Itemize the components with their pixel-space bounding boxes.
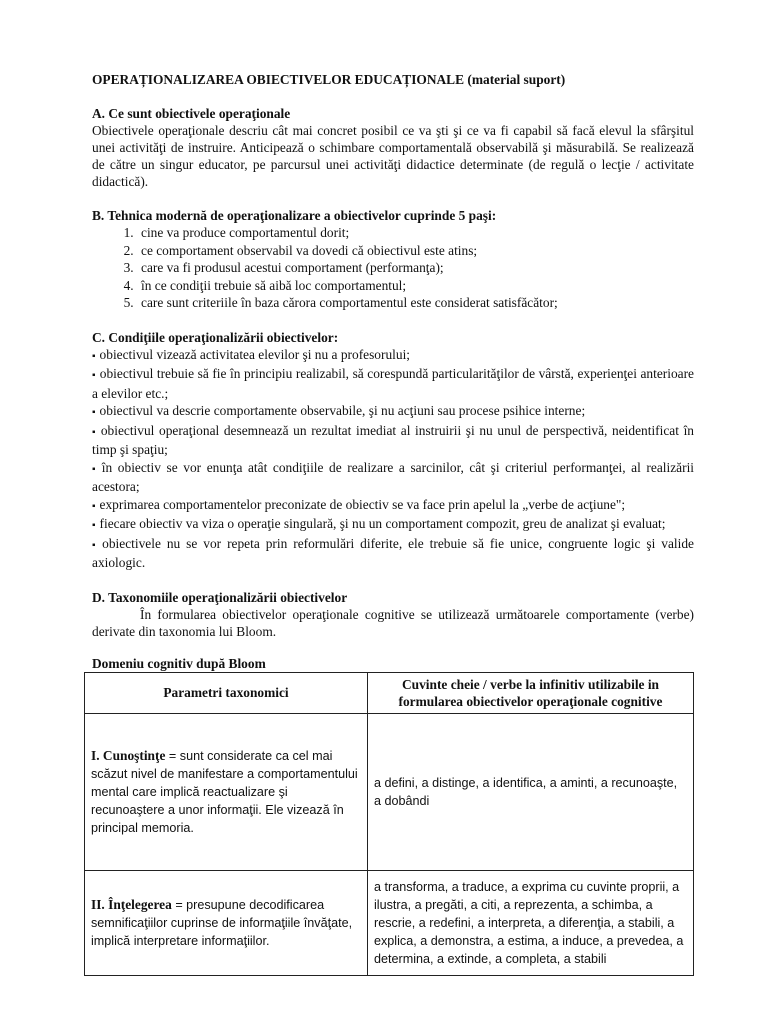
section-d-text: În formularea obiectivelor operaţionale cognitive se utilizează următoarele comportamente (verbe) derivate din taxonomia lui Bloom.	[92, 606, 694, 639]
document-page	[92, 71, 694, 976]
list-item: ▪ obiectivul vizează activitatea elevilor şi nu a profesorului;	[92, 346, 411, 362]
row-definition: = presupune decodificarea semnificaţiilor cuprinse de informaţiile învăţate, implică interpretare informaţiilor.	[91, 897, 353, 948]
row-term: II. Înţelegerea	[91, 896, 172, 912]
list-item: ▪ obiectivul operaţional desemnează un rezultat imediat al instruirii şi nu unul de perspectivă, neidentificat în timp şi spaţiu;	[92, 422, 694, 457]
bullet-icon: ▪	[92, 370, 96, 381]
list-item: 3. care va fi produsul acestui comportament (performanţa);	[137, 259, 694, 277]
steps-list	[92, 224, 694, 312]
bullet-icon: ▪	[92, 463, 98, 475]
conditions-list	[92, 346, 694, 572]
table-header-row	[85, 672, 694, 713]
list-item: ▪ obiectivul trebuie să fie în principiu realizabil, să corespundă particularităţilor de vârstă, experienţei anterioare a elevilor etc.;	[92, 366, 694, 401]
table-row	[85, 713, 694, 870]
bullet-icon: ▪	[92, 520, 96, 531]
table-cell: a defini, a distinge, a identifica, a aminti, a recunoaşte, a dobândi	[368, 713, 694, 870]
list-item: 5. care sunt criteriile în baza cărora comportamentul este considerat satisfăcător;	[137, 294, 694, 312]
list-item: 1. cine va produce comportamentul dorit;	[137, 224, 694, 242]
table-cell	[85, 713, 368, 870]
title-suffix: (material suport)	[467, 72, 566, 87]
table-header: Cuvinte cheie / verbe la infinitiv utilizabile in formularea obiectivelor operaţionale cognitive	[368, 672, 694, 713]
list-item: ▪ obiectivul va descrie comportamente observabile, şi nu acţiuni sau procese psihice interne;	[92, 403, 586, 418]
section-b	[92, 207, 694, 312]
bullet-icon: ▪	[92, 539, 99, 551]
section-a-heading: A. Ce sunt obiectivele operaţionale	[92, 106, 291, 121]
list-item: 4. în ce condiţii trebuie să aibă loc comportamentul;	[137, 277, 694, 295]
table-label: Domeniu cognitiv după Bloom	[92, 655, 266, 671]
section-c-heading: C. Condiţiile operaţionalizării obiectivelor:	[92, 329, 339, 345]
bullet-icon: ▪	[92, 426, 97, 438]
list-item: ▪ în obiectiv se vor enunţa atât condiţiile de realizare a sarcinilor, cât şi criteriul performanţei, al realizării acestora;	[92, 459, 695, 494]
list-item: 2. ce comportament observabil va dovedi că obiectivul este atins;	[137, 242, 694, 260]
section-c	[92, 329, 694, 572]
table-header: Parametri taxonomici	[85, 672, 368, 713]
list-item: ▪ fiecare obiectiv va viza o operaţie singulară, şi nu un comportament compozit, greu de analizat şi evaluat;	[92, 516, 666, 531]
section-d-heading: D. Taxonomiile operaţionalizării obiectivelor	[92, 589, 348, 605]
list-item: ▪ obiectivele nu se vor repeta prin reformulări diferite, ele trebuie să fie unice, congruente logic şi valide axiologic.	[92, 535, 695, 570]
bullet-icon: ▪	[92, 350, 96, 362]
bloom-table	[84, 672, 694, 976]
table-cell	[85, 870, 368, 975]
list-item: ▪ exprimarea comportamentelor preconizate de obiectiv se va face prin apelul la „verbe de acţiune";	[92, 496, 626, 512]
row-definition: = sunt considerate ca cel mai scăzut nivel de manifestare a comportamentului mental care implică reactualizare şi recunoaştere a unor informaţii. Ele vizează în principal memoria.	[91, 748, 358, 835]
document-title	[92, 71, 694, 88]
section-a-text: Obiectivele operaţionale descriu cât mai concret posibil ce va şti şi ce va fi capabil să facă elevul la sfârşitul unei activităţi de instruire. Anticipează o schimbare comportamentală observabilă şi măsurabilă. Se realizează de către un singur educator, pe parcursul unei activităţi didactice determinate (de regulă o lecţie / activitate didactică).	[92, 123, 694, 189]
bullet-icon: ▪	[92, 500, 96, 512]
bullet-icon: ▪	[92, 407, 96, 418]
section-d	[92, 589, 694, 640]
section-b-heading: B. Tehnica modernă de operaţionalizare a obiectivelor cuprinde 5 paşi:	[92, 208, 497, 223]
section-a	[92, 105, 694, 190]
title-main: OPERAȚIONALIZAREA OBIECTIVELOR EDUCAȚIONALE	[92, 72, 465, 87]
table-cell: a transforma, a traduce, a exprima cu cuvinte proprii, a ilustra, a pregăti, a citi, a reprezenta, a schimba, a rescrie, a redefini, a interpreta, a diferenţia, a stabili, a explica, a demonstra, a estima, a induce, a prevedea, a determina, a extinde, a completa, a stabili	[368, 870, 694, 975]
row-term: I. Cunoştinţe	[91, 747, 166, 763]
table-row	[85, 870, 694, 975]
